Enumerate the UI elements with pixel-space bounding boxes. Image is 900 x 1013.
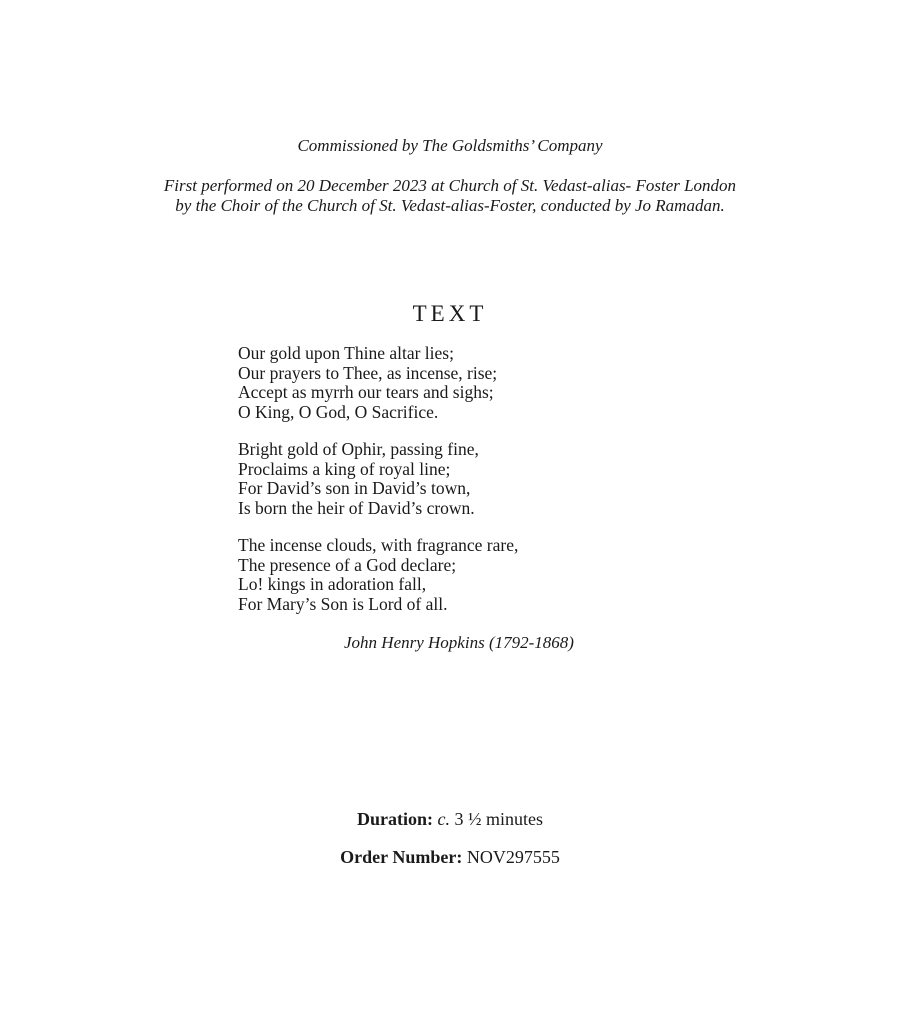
poem-line: For David’s son in David’s town, [238,478,471,498]
poem-text [238,344,678,632]
poem-line: Accept as myrrh our tears and sighs; [238,382,494,402]
poem-line: The incense clouds, with fragrance rare, [238,535,519,555]
poem-line: Our gold upon Thine altar lies; [238,343,454,363]
poem-line: The presence of a God declare; [238,554,457,575]
duration-info [0,808,900,830]
duration-label: Duration: [357,809,433,829]
duration-approx: c. [437,809,450,829]
poem-line: Lo! kings in adoration fall, [238,574,427,594]
premiere-line-1: First performed on 20 December 2023 at Church of St. Vedast-alias- Foster London [163,176,737,195]
poem-author: John Henry Hopkins (1792-1868) [344,633,574,652]
text-heading: TEXT [412,301,488,326]
order-number-label: Order Number: [340,847,463,867]
poem-line: Proclaims a king of royal line; [238,458,451,479]
order-number-value: NOV297555 [466,847,560,867]
poem-line: Our prayers to Thee, as incense, rise; [238,362,498,383]
poem-line: Is born the heir of David’s crown. [238,497,475,518]
poem-stanza-3 [238,536,678,614]
poem-stanza-1 [238,344,678,422]
duration-value: 3 ½ minutes [454,809,543,829]
commission-note: Commissioned by The Goldsmiths’ Company [297,136,603,155]
premiere-line-2: by the Choir of the Church of St. Vedast-alias-Foster, conducted by Jo Ramadan. [175,196,725,215]
premiere-note [0,176,900,216]
poem-line: For Mary’s Son is Lord of all. [238,593,448,614]
order-number-info [0,846,900,868]
poem-line: Bright gold of Ophir, passing fine, [238,439,479,459]
poem-line: O King, O God, O Sacrifice. [238,401,439,422]
poem-stanza-2 [238,440,678,518]
